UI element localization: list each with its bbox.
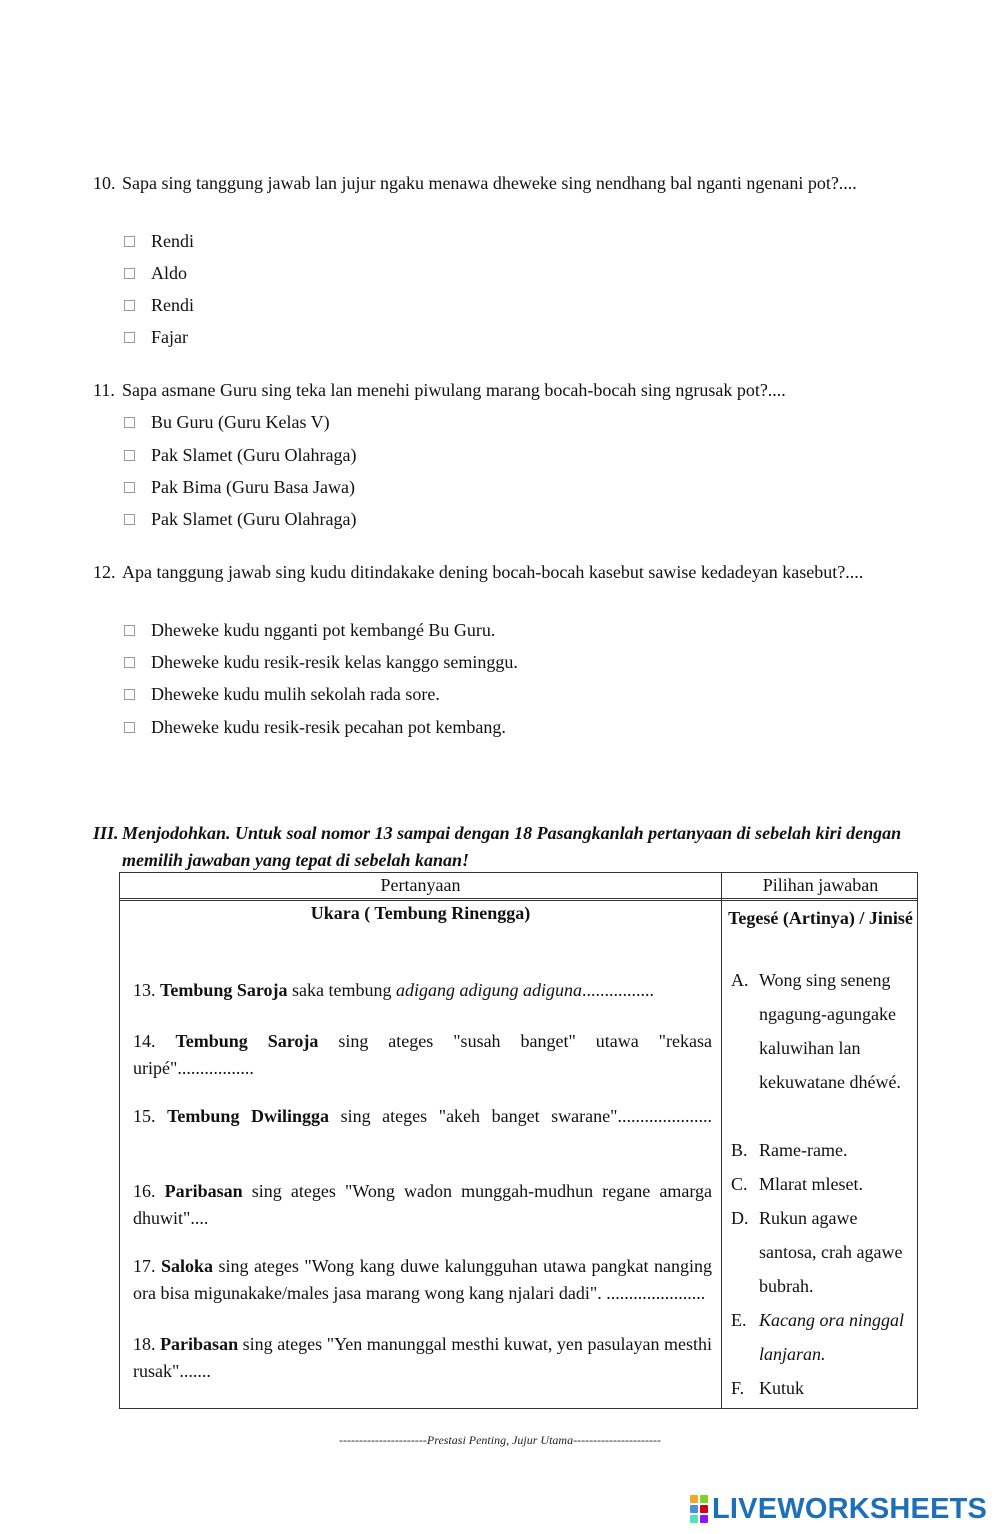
answer-d [731, 1201, 916, 1303]
item-number: 17. [133, 1256, 156, 1276]
option-12a[interactable] [124, 618, 495, 642]
answer-c [731, 1167, 916, 1201]
option-label: Pak Slamet (Guru Olahraga) [151, 445, 357, 465]
answer-letter: E. [731, 1310, 747, 1330]
answer-f [731, 1371, 916, 1405]
logo-grid-icon [690, 1495, 708, 1523]
item-text: sing ateges "susah banget" utawa "rekasa uripé"................. [133, 1031, 712, 1078]
item-text: sing ateges "Wong wadon munggah-mudhun regane amarga dhuwit".... [133, 1181, 713, 1228]
option-label: Fajar [151, 327, 188, 347]
option-10b[interactable] [124, 261, 187, 285]
option-label: Bu Guru (Guru Kelas V) [151, 412, 330, 432]
option-10c[interactable] [124, 293, 194, 317]
question-text: Apa tanggung jawab sing kudu ditindakake dening bocah-bocah kasebut sawise kedadeyan kasebut?.... [122, 562, 864, 582]
item-text: sing ateges "akeh banget swarane"..................... [329, 1106, 712, 1126]
option-11d[interactable] [124, 507, 356, 531]
answer-letter: C. [731, 1174, 748, 1194]
option-11b[interactable] [124, 443, 356, 467]
checkbox-icon[interactable] [124, 417, 135, 428]
option-label: Dheweke kudu mulih sekolah rada sore. [151, 684, 440, 704]
answer-text: Wong sing seneng ngagung-agungake kaluwihan lan kekuwatane dhéwé. [759, 970, 901, 1092]
item-text: sing ateges "Wong kang duwe kalungguhan utawa pangkat nanging ora bisa migunakake/males jasa marang wong kang njalari dadi". ...................... [133, 1256, 712, 1303]
item-term: Paribasan [164, 1181, 243, 1201]
checkbox-icon[interactable] [124, 722, 135, 733]
checkbox-icon[interactable] [124, 657, 135, 668]
option-label: Pak Bima (Guru Basa Jawa) [151, 477, 355, 497]
option-label: Dheweke kudu resik-resik pecahan pot kembang. [151, 717, 506, 737]
question-number: 11. [93, 380, 115, 400]
item-term: Tembung Dwilingga [167, 1106, 330, 1126]
item-text: saka tembung [287, 980, 397, 1000]
question-12 [93, 559, 906, 586]
item-term: Saloka [160, 1256, 213, 1276]
item-16 [133, 1178, 712, 1232]
item-number: 16. [133, 1181, 156, 1201]
item-term: Tembung Saroja [160, 980, 288, 1000]
item-14 [133, 1028, 712, 1082]
matching-table [119, 872, 918, 1409]
answer-text: Rukun agawe santosa, crah agawe bubrah. [759, 1208, 903, 1296]
question-text: Sapa sing tanggung jawab lan jujur ngaku menawa dheweke sing nendhang bal nganti ngenani pot?.... [122, 173, 857, 193]
item-number: 18. [133, 1334, 156, 1354]
answer-text: Mlarat mleset. [759, 1174, 863, 1194]
option-label: Rendi [151, 295, 194, 315]
option-label: Rendi [151, 231, 194, 251]
item-17 [133, 1253, 712, 1307]
question-11 [93, 377, 906, 404]
checkbox-icon[interactable] [124, 625, 135, 636]
answer-text: Kutuk [759, 1378, 804, 1398]
question-number: 10. [93, 173, 116, 193]
checkbox-icon[interactable] [124, 514, 135, 525]
option-12b[interactable] [124, 650, 518, 674]
item-18 [133, 1331, 712, 1385]
checkbox-icon[interactable] [124, 332, 135, 343]
section-number: III. [93, 823, 119, 843]
option-11a[interactable] [124, 410, 330, 434]
logo-square [700, 1505, 708, 1513]
answer-letter: B. [731, 1140, 748, 1160]
logo-square [700, 1495, 708, 1503]
answer-letter: D. [731, 1208, 749, 1228]
checkbox-icon[interactable] [124, 268, 135, 279]
item-term: Tembung Saroja [175, 1031, 319, 1051]
answer-letter: F. [731, 1378, 745, 1398]
item-15 [133, 1103, 712, 1130]
checkbox-icon[interactable] [124, 689, 135, 700]
item-term: Paribasan [160, 1334, 239, 1354]
option-label: Dheweke kudu resik-resik kelas kanggo seminggu. [151, 652, 518, 672]
question-number: 12. [93, 562, 116, 582]
item-dots: ................ [582, 980, 655, 1000]
logo-square [690, 1515, 698, 1523]
item-italic: adigang adigung adiguna [396, 980, 583, 1000]
logo-square [690, 1505, 698, 1513]
subheader-right: Tegesé (Artinya) / Jinisé [728, 908, 913, 928]
item-number: 15. [133, 1106, 156, 1126]
item-number: 14. [133, 1031, 156, 1051]
answer-text: Rame-rame. [759, 1140, 848, 1160]
question-10 [93, 170, 906, 197]
item-number: 13. [133, 980, 156, 1000]
header-pertanyaan: Pertanyaan [380, 875, 461, 895]
checkbox-icon[interactable] [124, 236, 135, 247]
answer-b [731, 1133, 916, 1167]
option-12d[interactable] [124, 715, 506, 739]
option-12c[interactable] [124, 682, 440, 706]
question-text: Sapa asmane Guru sing teka lan menehi piwulang marang bocah-bocah sing ngrusak pot?.... [122, 380, 786, 400]
option-label: Aldo [151, 263, 187, 283]
answer-letter: A. [731, 970, 749, 990]
option-label: Pak Slamet (Guru Olahraga) [151, 509, 357, 529]
logo-square [700, 1515, 708, 1523]
checkbox-icon[interactable] [124, 450, 135, 461]
checkbox-icon[interactable] [124, 300, 135, 311]
page-footer: ----------------------Prestasi Penting, Jujur Utama---------------------- [338, 1433, 662, 1447]
logo-text: LIVEWORKSHEETS [712, 1492, 988, 1525]
option-label: Dheweke kudu ngganti pot kembangé Bu Guru. [151, 620, 496, 640]
option-10d[interactable] [124, 325, 188, 349]
subheader-left: Ukara ( Tembung Rinengga) [310, 903, 531, 923]
item-text: sing ateges "Yen manunggal mesthi kuwat, yen pasulayan mesthi rusak"....... [133, 1334, 712, 1381]
column-divider [721, 873, 722, 1408]
answer-text: Kacang ora ninggal lanjaran. [759, 1310, 905, 1364]
section-title: Menjodohkan. Untuk soal nomor 13 sampai dengan 18 Pasangkanlah pertanyaan di sebelah kiri dengan memilih jawaban yang tepat di sebelah kanan! [122, 823, 902, 870]
checkbox-icon[interactable] [124, 482, 135, 493]
option-10a[interactable] [124, 229, 194, 253]
answer-a [731, 963, 916, 1099]
logo-square [690, 1495, 698, 1503]
option-11c[interactable] [124, 475, 355, 499]
liveworksheets-logo[interactable] [690, 1494, 987, 1524]
section-3-heading [93, 820, 906, 874]
answer-e [731, 1303, 916, 1371]
item-13 [133, 977, 712, 1004]
header-pilihan-jawaban: Pilihan jawaban [762, 875, 879, 895]
